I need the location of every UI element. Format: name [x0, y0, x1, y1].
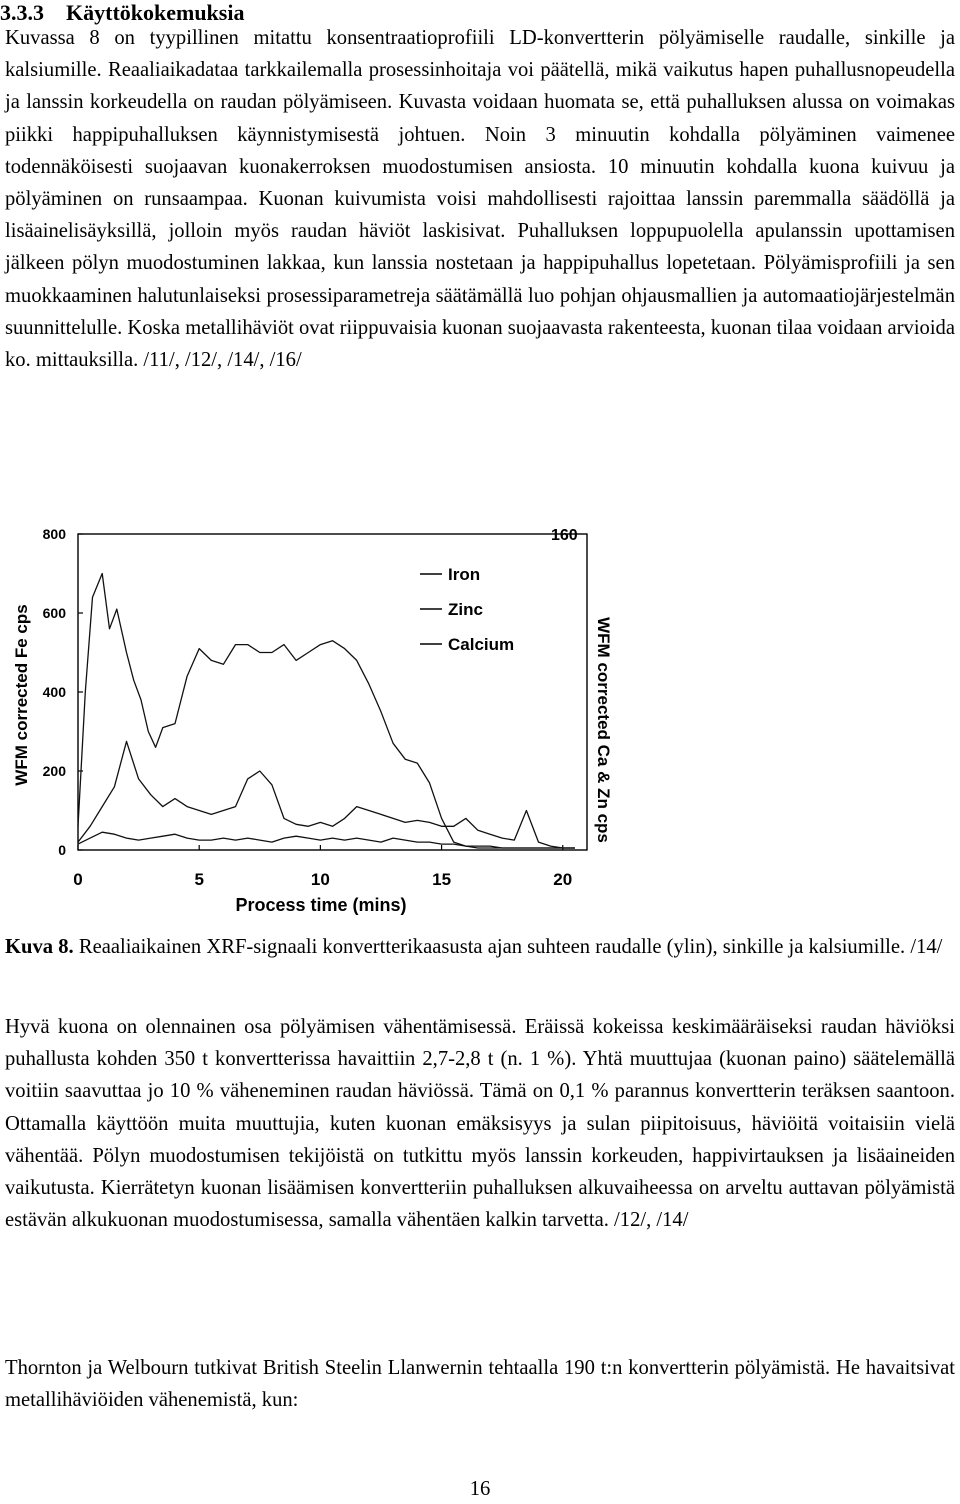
legend-label: Zinc — [448, 600, 483, 619]
y2-axis-title — [594, 617, 613, 843]
y2-axis-label: WFM corrected Ca & Zn cps — [594, 617, 613, 843]
plot-frame — [78, 534, 587, 850]
legend-label: Calcium — [448, 635, 515, 654]
caption-label: Kuva 8. — [5, 936, 74, 958]
plot-layer — [43, 526, 587, 889]
series-line-calcium — [78, 832, 575, 848]
paragraph-1: Kuvassa 8 on tyypillinen mitattu konsentraatioprofiili LD-konvertterin pölyämiselle raudalle, sinkille ja kalsiumille. Reaaliaikadataa tarkkailemalla prosessinhoitaja voi päätellä, mikä vaikutus hapen puhallusnopeudella ja lanssin korkeudella on raudan pölyämiseen. Kuvasta voidaan huomata se, että puhalluksen alussa on voimakas piikki happipuhalluksen käynnistymisestä johtuen. Noin 3 minuutin kohdalla pölyäminen vaimenee todennäköisesti suojaavan kuonakerroksen muodostumisen ansiosta. 10 minuutin kohdalla kuona kuivuu ja pölyäminen on runsaampaa. Kuonan kuivumista voisi mahdollisesti rajoittaa lanssin paremmalla säädöllä ja lisäainelisäyksillä, jolloin myös raudan häviöt laskisivat. Puhalluksen loppupuolella apulanssin upottamisen jälkeen pölyn muodostuminen lakkaa, kun lanssia nostetaan ja happipuhallus lopetetaan. Pölyämisprofiili ja sen muokkaaminen halutunlaiseksi prosessiparametreja säätämällä luo pohjan ohjausmallien ja automaatiojärjestelmän suunnittelulle. Koska metallihäviöt ovat riippuvaisia kuonan suojaavasta rakenteesta, kuonan tilaa voidaan arvioida ko. mittauksilla. /11/, /12/, /14/, /16/ — [5, 27, 955, 372]
x-tick-label: 20 — [553, 870, 573, 889]
section-number: 3.3.3 — [0, 0, 44, 25]
figure-caption — [5, 931, 955, 963]
paragraph-3: Thornton ja Welbourn tutkivat British Steelin Llanwernin tehtaalla 190 t:n konvertterin pölyämistä. He havaitsivat metallihäviöiden vähenemistä, kun: — [5, 1357, 955, 1412]
x-axis-label: Process time (mins) — [235, 895, 407, 915]
x-tick-label: 10 — [310, 870, 330, 889]
y-axis-title — [12, 604, 31, 785]
x-tick-label: 15 — [432, 870, 452, 889]
page-number: 16 — [469, 1478, 491, 1500]
section-title: Käyttökokemuksia — [66, 0, 245, 25]
y-axis-label: WFM corrected Fe cps — [12, 604, 31, 786]
y2-tick-label: 160 — [551, 527, 578, 544]
series-line-iron — [78, 574, 575, 849]
y-tick-label: 600 — [42, 605, 66, 621]
legend-label: Iron — [448, 565, 481, 584]
xrf-chart — [0, 510, 640, 930]
paragraph-2: Hyvä kuona on olennainen osa pölyämisen vähentämisessä. Eräissä kokeissa keskimääräiseksi raudan häviöksi puhallusta kohden 350 t konvertterissa havaittiin 2,7-2,8 t (n. 1 %). Yhtä muuttujaa (kuonan paino) säätelemällä voitiin saavuttaa jo 10 % väheneminen raudan häviössä. Tämä on 0,1 % parannus konvertterin teräksen saantoon. Ottamalla käyttöön muita muuttujia, kuten kuonan emäksisyys ja sulan piipitoisuus, häviöitä voitaisiin vielä vähentää. Pölyn muodostumisen tekijöistä on tutkittu myös lanssin korkeuden, happivirtauksen ja lisäaineiden vaikutusta. Kierrätetyn kuonan lisäämisen konvertteriin puhalluksen alkuvaiheessa on arveltu auttavan pölyämistä estävän alkukuonan muodostumisessa, samalla vähentäen kalkin tarvetta. /12/, /14/ — [5, 1016, 955, 1232]
y-tick-label: 400 — [42, 684, 66, 700]
caption-text: Reaaliaikainen XRF-signaali konvertterikaasusta ajan suhteen raudalle (ylin), sinkille ja kalsiumille. /14/ — [78, 936, 943, 958]
y-tick-label: 0 — [58, 842, 66, 858]
x-tick-label: 5 — [194, 870, 204, 889]
series-line-zinc — [78, 741, 575, 848]
x-tick-label: 0 — [73, 870, 83, 889]
y-tick-label: 200 — [42, 763, 66, 779]
y-tick-label: 800 — [42, 526, 66, 542]
